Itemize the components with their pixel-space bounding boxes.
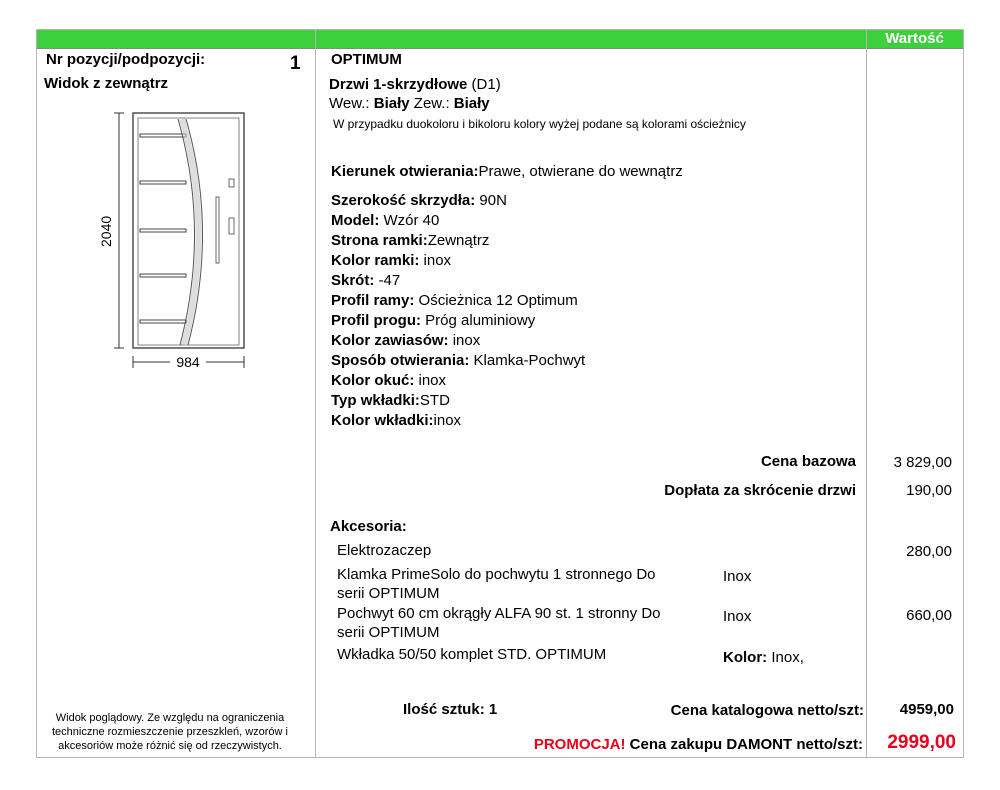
disclaimer-text: Widok poglądowy. Ze względu na ograniczenia techniczne rozmieszczenie przeszkleń, wzorów i akcesoriów może różnić się od rzeczywistych. [52,712,288,752]
header-divider [37,48,963,49]
spec-label: Profil ramy: [331,292,415,309]
accessory-name: Pochwyt 60 cm okrągły ALFA 90 st. 1 stronny Do [337,605,661,622]
accessory-name: Klamka PrimeSolo do pochwytu 1 stronnego Do [337,566,656,583]
view-label: Widok z zewnątrz [44,75,169,92]
accessory-color: Inox [723,568,752,585]
width-dimension: 984 [176,354,200,370]
spec-value: Klamka-Pochwyt [469,352,586,369]
spec-row [331,211,439,231]
spec-row [331,351,585,371]
color-out-label: Zew.: [409,95,454,112]
spec-value: inox [414,372,447,389]
spec-value: inox [433,412,462,429]
spec-row [331,251,451,271]
position-number: 1 [290,53,301,74]
spec-value: Zewnątrz [427,232,490,249]
spec-row [331,291,578,311]
spec-value: -47 [374,272,401,289]
spec-row [331,331,480,351]
accessory-name: Elektrozaczep [337,542,432,559]
color-note: W przypadku duokoloru i bikoloru kolory wyżej podane są kolorami ościeżnicy [333,117,746,131]
color-in-label: Wew.: [329,95,374,112]
spec-label: Kolor wkładki: [331,412,434,429]
spec-row [331,231,489,251]
accessory-price: 660,00 [906,607,952,624]
accessory-price: 280,00 [906,543,952,560]
door-type [329,75,501,95]
spec-value: inox [448,332,481,349]
accessory-color-label: Kolor: [723,649,768,666]
value-column-header: Wartość [885,30,944,47]
spec-row [331,191,507,211]
base-price-value: 3 829,00 [893,454,952,471]
accessories-title: Akcesoria: [330,518,407,535]
accessory-name: Wkładka 50/50 komplet STD. OPTIMUM [337,646,607,663]
spec-row [331,391,450,411]
direction-label: Kierunek otwierania: [331,163,479,180]
spec-label: Strona ramki: [331,232,428,249]
accessory-color-value: Inox, [767,649,804,666]
direction-value: Prawe, otwierane do wewnątrz [478,163,683,180]
surcharge-label: Dopłata za skrócenie drzwi [664,482,856,499]
color-out-value: Biały [453,95,490,112]
opening-direction [331,162,683,182]
surcharge-value: 190,00 [906,482,952,499]
header-bar [37,30,963,48]
column-divider-right [866,30,867,758]
spec-label: Kolor zawiasów: [331,332,449,349]
spec-row [331,411,461,431]
door-type-label: Drzwi 1-skrzydłowe [329,76,468,93]
spec-label: Szerokość skrzydła: [331,192,476,209]
door-colors [329,94,490,114]
spec-label: Kolor ramki: [331,252,420,269]
spec-label: Typ wkładki: [331,392,420,409]
spec-label: Profil progu: [331,312,421,329]
spec-value: Ościeżnica 12 Optimum [414,292,578,309]
catalog-price-value: 4959,00 [899,701,954,718]
spec-label: Kolor okuć: [331,372,415,389]
spec-value: Wzór 40 [379,212,440,229]
color-in-value: Biały [373,95,410,112]
spec-label: Sposób otwierania: [331,352,470,369]
spec-value: inox [419,252,452,269]
spec-value: 90N [475,192,507,209]
accessory-name-cont: serii OPTIMUM [337,624,440,641]
quantity-label: Ilość sztuk: 1 [403,701,498,718]
accessory-color: Inox [723,608,752,625]
height-dimension: 2040 [98,215,114,247]
promo-label: Cena zakupu DAMONT netto/szt: [625,736,863,753]
accessory-color [723,648,804,668]
column-divider-left [315,30,316,758]
spec-value: Próg aluminiowy [421,312,536,329]
spec-value: STD [419,392,450,409]
door-type-code: (D1) [467,76,501,93]
spec-row [331,371,446,391]
promo-line [470,735,863,755]
spec-label: Skrót: [331,272,375,289]
base-price-label: Cena bazowa [760,453,856,470]
spec-row [331,271,400,291]
spec-row [331,311,535,331]
promo-prefix: PROMOCJA! [533,736,626,753]
spec-label: Model: [331,212,380,229]
promo-price-value: 2999,00 [887,732,956,753]
position-label: Nr pozycji/podpozycji: [46,51,206,68]
accessory-name-cont: serii OPTIMUM [337,585,440,602]
series-name: OPTIMUM [331,51,402,68]
catalog-price-label: Cena katalogowa netto/szt: [670,702,864,719]
